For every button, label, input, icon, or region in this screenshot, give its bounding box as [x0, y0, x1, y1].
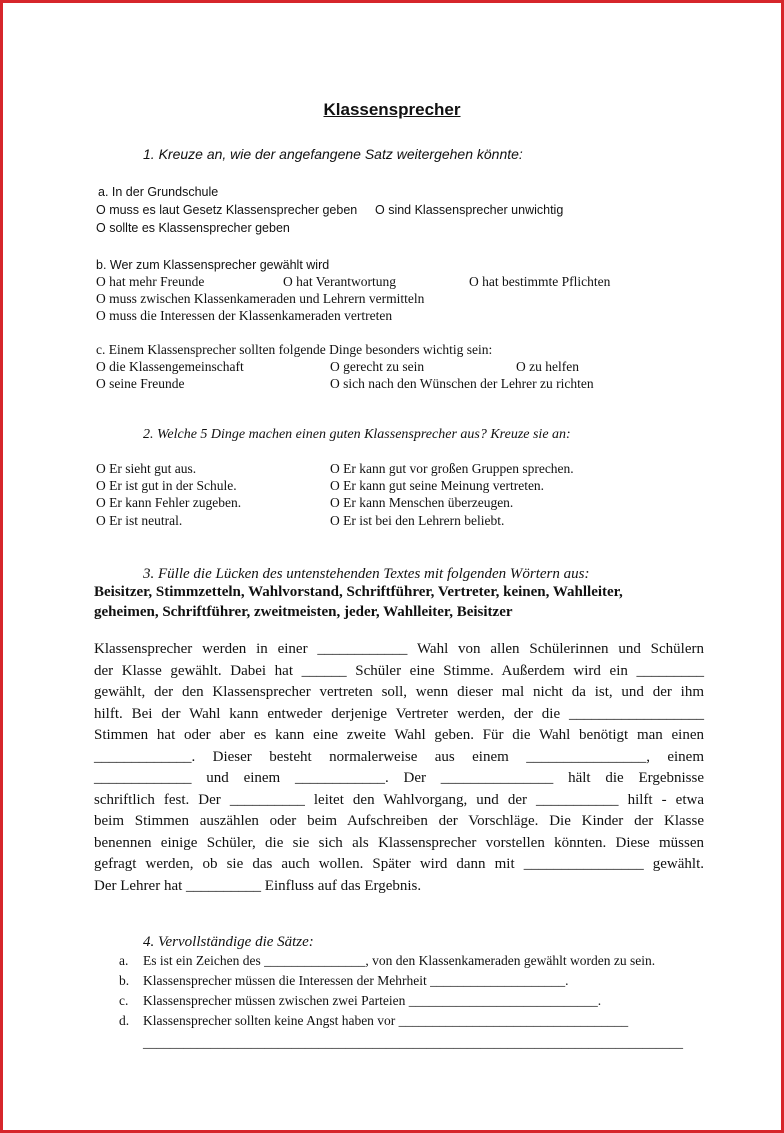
q2-option[interactable]: O Er ist gut in der Schule.: [96, 478, 237, 493]
q1a-option[interactable]: O sind Klassensprecher unwichtig: [375, 203, 564, 217]
q1c-option[interactable]: O gerecht zu sein: [330, 359, 425, 374]
cloze-line[interactable]: _____________ und einem ____________. Der _______________ hält die Ergebnisse: [94, 770, 704, 786]
q2-option[interactable]: O Er kann Menschen überzeugen.: [330, 495, 514, 510]
word-bank-line: geheimen, Schriftführer, zweitmeisten, jeder, Wahlleiter, Beisitzer: [94, 604, 513, 620]
q1b-option[interactable]: O muss zwischen Klassenkameraden und Lehrern vermitteln: [96, 291, 425, 306]
q1c-option[interactable]: O sich nach den Wünschen der Lehrer zu richten: [330, 376, 594, 391]
q4-item-text[interactable]: Es ist ein Zeichen des _______________, von den Klassenkameraden gewählt worden zu sein.: [143, 953, 656, 968]
cloze-line: gewählt, der den Klassensprecher vertreten soll, wenn dieser mal nicht da ist, und der ihm: [94, 684, 704, 700]
q4-item-text[interactable]: Klassensprecher sollten keine Angst haben vor __________________________________: [143, 1013, 629, 1028]
q1a-option[interactable]: O sollte es Klassensprecher geben: [96, 221, 290, 235]
cloze-line[interactable]: der Klasse gewählt. Dabei hat ______ Schüler eine Stimme. Außerdem wird ein _________: [94, 662, 704, 679]
q4-item-marker: b.: [119, 973, 130, 988]
cloze-line[interactable]: schriftlich fest. Der __________ leitet den Wahlvorgang, und der ___________ hilft - etwa: [94, 791, 704, 808]
q2-option[interactable]: O Er kann gut seine Meinung vertreten.: [330, 478, 545, 493]
question-2-heading: 2. Welche 5 Dinge machen einen guten Klassensprecher aus? Kreuze sie an:: [143, 427, 571, 442]
q4-item-marker: d.: [119, 1013, 130, 1028]
cloze-line: benennen einige Schüler, die sie sich als Klassensprecher vorstellen könnten. Diese müssen: [94, 834, 704, 851]
q1b-option[interactable]: O hat Verantwortung: [283, 274, 396, 289]
q2-option[interactable]: O Er kann Fehler zugeben.: [96, 495, 242, 510]
q4-item-text[interactable]: Klassensprecher müssen die Interessen der Mehrheit ____________________.: [143, 973, 569, 988]
cloze-line[interactable]: Klassensprecher werden in einer ____________ Wahl von allen Schülerinnen und Schülern: [94, 641, 704, 657]
q1c-option[interactable]: O seine Freunde: [96, 376, 185, 391]
cloze-text: [94, 639, 704, 897]
cloze-line: Stimmen hat oder aber es kann eine zweite Wahl geben. Für die Wahl benötigt man einen: [94, 727, 704, 743]
cloze-line[interactable]: gefragt werden, ob sie das auch wollen. Später wird dann mit ________________ gewählt.: [94, 856, 704, 872]
question-3-heading: 3. Fülle die Lücken des untenstehenden Textes mit folgenden Wörtern aus:: [143, 566, 590, 582]
q1b-option[interactable]: O muss die Interessen der Klassenkameraden vertreten: [96, 308, 393, 323]
q2-option[interactable]: O Er kann gut vor großen Gruppen sprechen.: [330, 461, 574, 476]
q1a-label: a. In der Grundschule: [98, 185, 219, 199]
cloze-line[interactable]: _____________. Dieser besteht normalerweise aus einem ________________, einem: [94, 748, 704, 765]
cloze-line[interactable]: Der Lehrer hat __________ Einfluss auf das Ergebnis.: [94, 877, 422, 894]
page-title: Klassensprecher: [323, 100, 461, 119]
q1c-option[interactable]: O die Klassengemeinschaft: [96, 359, 244, 374]
q2-option[interactable]: O Er ist bei den Lehrern beliebt.: [330, 513, 505, 528]
q4-answer-line[interactable]: ________________________________________________________________________________: [143, 1035, 683, 1050]
q4-item-marker: c.: [119, 993, 129, 1008]
question-1-heading: 1. Kreuze an, wie der angefangene Satz weitergehen könnte:: [143, 146, 523, 162]
q1c-option[interactable]: O zu helfen: [516, 359, 579, 374]
q2-option[interactable]: O Er sieht gut aus.: [96, 461, 197, 476]
word-bank-line: Beisitzer, Stimmzetteln, Wahlvorstand, Schriftführer, Vertreter, keinen, Wahlleiter,: [94, 584, 623, 600]
q4-item-text[interactable]: Klassensprecher müssen zwischen zwei Parteien ____________________________.: [143, 993, 602, 1008]
q4-item-marker: a.: [119, 953, 129, 968]
q1b-option[interactable]: O hat mehr Freunde: [96, 274, 205, 289]
q1a-option[interactable]: O muss es laut Gesetz Klassensprecher geben: [96, 203, 358, 217]
q1c-label: c. Einem Klassensprecher sollten folgende Dinge besonders wichtig sein:: [96, 342, 493, 357]
q1b-label: b. Wer zum Klassensprecher gewählt wird: [96, 258, 330, 272]
question-4-heading: 4. Vervollständige die Sätze:: [143, 934, 314, 950]
q1b-option[interactable]: O hat bestimmte Pflichten: [469, 274, 611, 289]
cloze-line: beim Stimmen auszählen oder beim Aufschreiben der Vorschläge. Die Kinder der Klasse: [94, 813, 704, 829]
q2-option[interactable]: O Er ist neutral.: [96, 513, 183, 528]
cloze-line[interactable]: hilft. Bei der Wahl kann entweder derjenige Vertreter werden, der die __________________: [94, 705, 704, 722]
